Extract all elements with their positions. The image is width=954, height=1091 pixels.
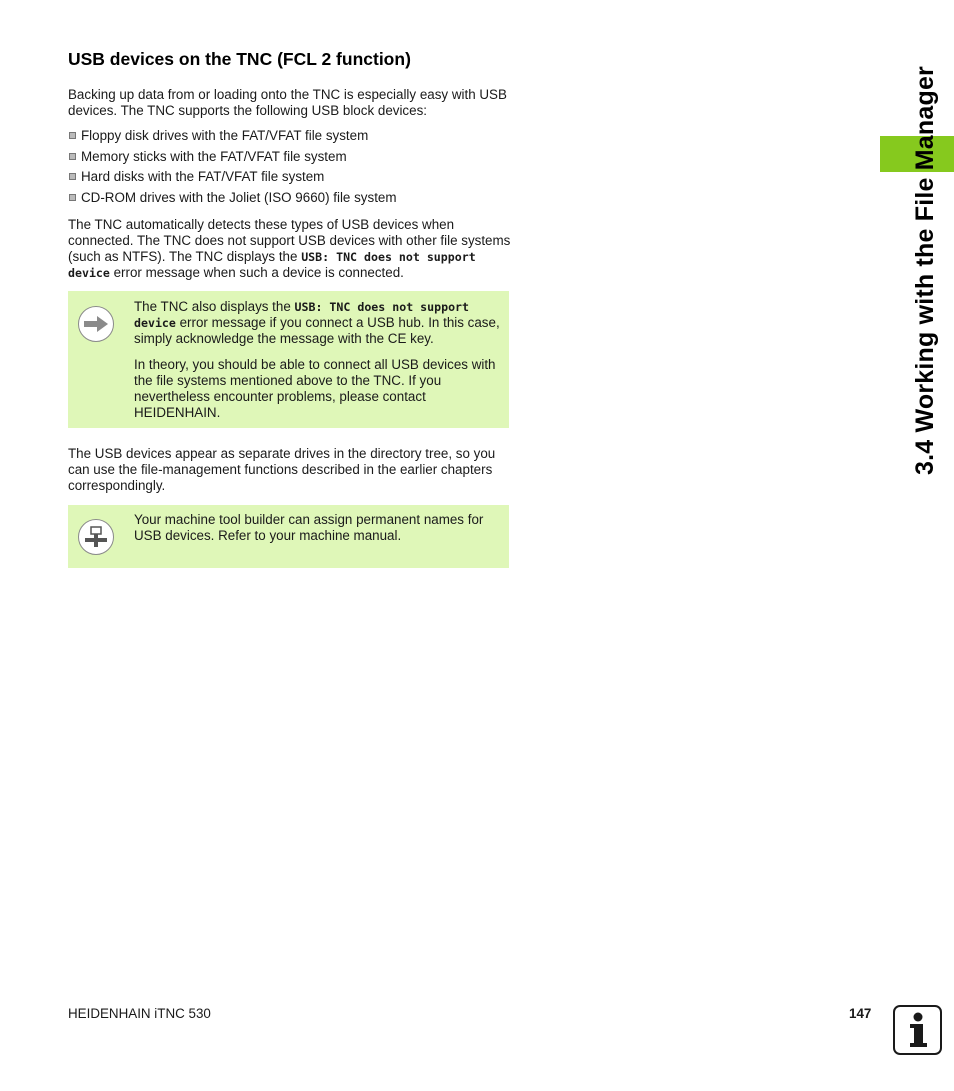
note-paragraph: In theory, you should be able to connect all USB devices with the file systems mentioned above to the TNC. If you nevertheless encounter problems, please contact HEIDENHAIN. [134, 357, 496, 420]
note-box-info [68, 291, 509, 428]
list-item: Floppy disk drives with the FAT/VFAT file system [68, 128, 397, 149]
error-code: USB: TNC does not support device [68, 250, 476, 280]
bullet-square-icon [69, 173, 76, 180]
error-code: USB: TNC does not support device [134, 300, 470, 330]
info-icon [893, 1005, 942, 1055]
list-item: Hard disks with the FAT/VFAT file system [68, 169, 397, 190]
usb-device-list [68, 128, 397, 211]
note-box-machine [68, 505, 509, 568]
bullet-square-icon [69, 194, 76, 201]
detect-paragraph: The TNC automatically detects these types of USB devices when connected. The TNC does not support USB devices with other file systems (such as NTFS). The TNC displays the USB: TNC does not support device error message when such a device is connected. [68, 217, 511, 280]
drives-paragraph: The USB devices appear as separate drives in the directory tree, so you can use the file-management functions described in the earlier chapters correspondingly. [68, 446, 496, 493]
section-heading: USB devices on the TNC (FCL 2 function) [68, 49, 411, 69]
list-item: CD-ROM drives with the Joliet (ISO 9660) file system [68, 190, 397, 211]
bullet-square-icon [69, 153, 76, 160]
intro-paragraph: Backing up data from or loading onto the TNC is especially easy with USB devices. The TNC supports the following USB block devices: [68, 87, 507, 118]
chapter-title: 3.4 Working with the File Manager [911, 66, 939, 475]
page-number: 147 [849, 1006, 872, 1021]
list-item: Memory sticks with the FAT/VFAT file system [68, 149, 397, 170]
footer-product: HEIDENHAIN iTNC 530 [68, 1006, 211, 1021]
note-paragraph: The TNC also displays the USB: TNC does not support device error message if you connect a USB hub. In this case, simply acknowledge the message with the CE key. [134, 299, 500, 346]
note-paragraph: Your machine tool builder can assign permanent names for USB devices. Refer to your machine manual. [134, 512, 484, 543]
bullet-square-icon [69, 132, 76, 139]
arrow-right-icon [78, 306, 114, 342]
machine-icon [78, 519, 114, 555]
